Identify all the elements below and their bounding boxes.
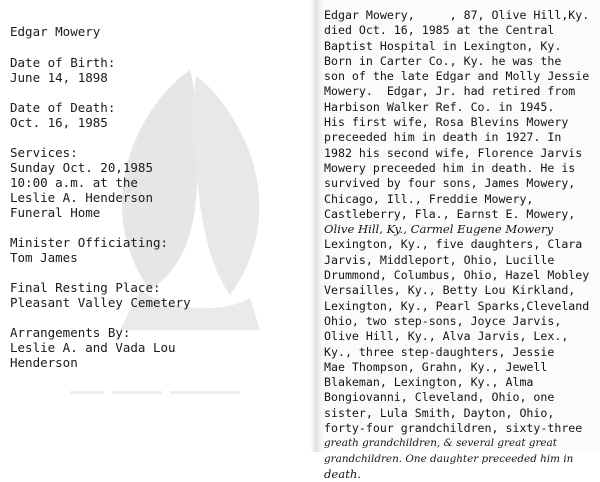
services-block [10, 145, 306, 220]
obituary-line-handwritten: grandchildren. One daughter preceeded him in [324, 452, 574, 465]
obituary-line: Born in Carter Co., Ky. he was the [324, 53, 562, 68]
birth-date: June 14, 1898 [10, 70, 108, 85]
obituary-line: Mowery preceeded him in death. He is [324, 160, 576, 175]
obituary-line: Chicago, Ill., Freddie Mowery, [324, 191, 534, 206]
obituary-line: forty-four grandchildren, sixty-three [324, 421, 583, 436]
deceased-name: Edgar Mowery [10, 24, 101, 39]
birth-label: Date of Birth: [10, 55, 116, 70]
resting-place-block [10, 280, 306, 310]
services-line: 10:00 a.m. at the [10, 175, 138, 190]
right-page [314, 0, 600, 481]
obituary-line: Mowery. Edgar, Jr. had retired from [324, 84, 576, 99]
service-details [10, 24, 306, 385]
services-line: Leslie A. Henderson [10, 190, 153, 205]
obituary-line: Ohio, two step-sons, Joyce Jarvis, [324, 313, 562, 328]
resting-place-label: Final Resting Place: [10, 280, 161, 295]
minister-name: Tom James [10, 250, 78, 265]
obituary-line: Ky., three step-daughters, Jessie [324, 344, 555, 359]
obituary-line: Drummond, Columbus, Ohio, Hazel Mobley [324, 268, 590, 283]
death-label: Date of Death: [10, 100, 116, 115]
obituary-line: Edgar Mowery, , 87, Olive Hill,Ky. [324, 8, 590, 22]
obituary-line: Jarvis, Middleport, Ohio, Lucille [324, 252, 555, 267]
obituary-line: Baptist Hospital in Lexington, Ky. [324, 38, 562, 53]
obituary-line-handwritten: death. [324, 466, 362, 481]
services-label: Services: [10, 145, 78, 160]
death-block [10, 100, 306, 130]
minister-label: Minister Officiating: [10, 235, 169, 250]
obituary-line: son of the late Edgar and Molly Jessie [324, 69, 590, 84]
services-line: Sunday Oct. 20,1985 [10, 160, 153, 175]
left-page [0, 0, 314, 452]
arrangements-label: Arrangements By: [10, 325, 131, 340]
obituary-line-handwritten: Olive Hill, Ky., Carmel Eugene Mowery [324, 222, 554, 237]
obituary-line: sister, Lula Smith, Dayton, Ohio, [324, 405, 555, 420]
birth-block [10, 55, 306, 85]
deceased-name-block [10, 24, 306, 39]
obituary-line: Blakeman, Lexington, Ky., Alma [324, 375, 534, 390]
obituary-line: His first wife, Rosa Blevins Mowery [324, 115, 569, 130]
arrangements-line: Henderson [10, 355, 78, 370]
obituary-text [324, 8, 596, 482]
obituary-line: Castleberry, Fla., Earnst E. Mowery, [324, 206, 576, 221]
obituary-line: Lexington, Ky., five daughters, Clara [324, 237, 583, 252]
obituary-line-handwritten: greath grandchildren, & several great great [324, 437, 557, 450]
obituary-line: survived by four sons, James Mowery, [324, 176, 576, 191]
obituary-line: Olive Hill, Ky., Alva Jarvis, Lex., [324, 329, 569, 344]
obituary-line: preceeded him in death in 1927. In [324, 130, 562, 145]
arrangements-block [10, 325, 306, 370]
death-date: Oct. 16, 1985 [10, 115, 108, 130]
services-line: Funeral Home [10, 205, 101, 220]
obituary-line: died Oct. 16, 1985 at the Central [324, 23, 555, 38]
obituary-line: Bongiovanni, Cleveland, Ohio, one [324, 390, 555, 405]
obituary-line: Mae Thompson, Grahn, Ky., Jewell [324, 359, 548, 374]
faint-bleedthrough-text [70, 386, 270, 400]
obituary-line: Versailles, Ky., Betty Lou Kirkland, [324, 283, 576, 298]
resting-place-name: Pleasant Valley Cemetery [10, 295, 191, 310]
obituary-line: Lexington, Ky., Pearl Sparks,Cleveland [324, 298, 590, 313]
center-fold [310, 0, 324, 452]
obituary-line: 1982 his second wife, Florence Jarvis [324, 145, 583, 160]
arrangements-line: Leslie A. and Vada Lou [10, 340, 176, 355]
minister-block [10, 235, 306, 265]
obituary-line: Harbison Walker Ref. Co. in 1945. [324, 99, 555, 114]
